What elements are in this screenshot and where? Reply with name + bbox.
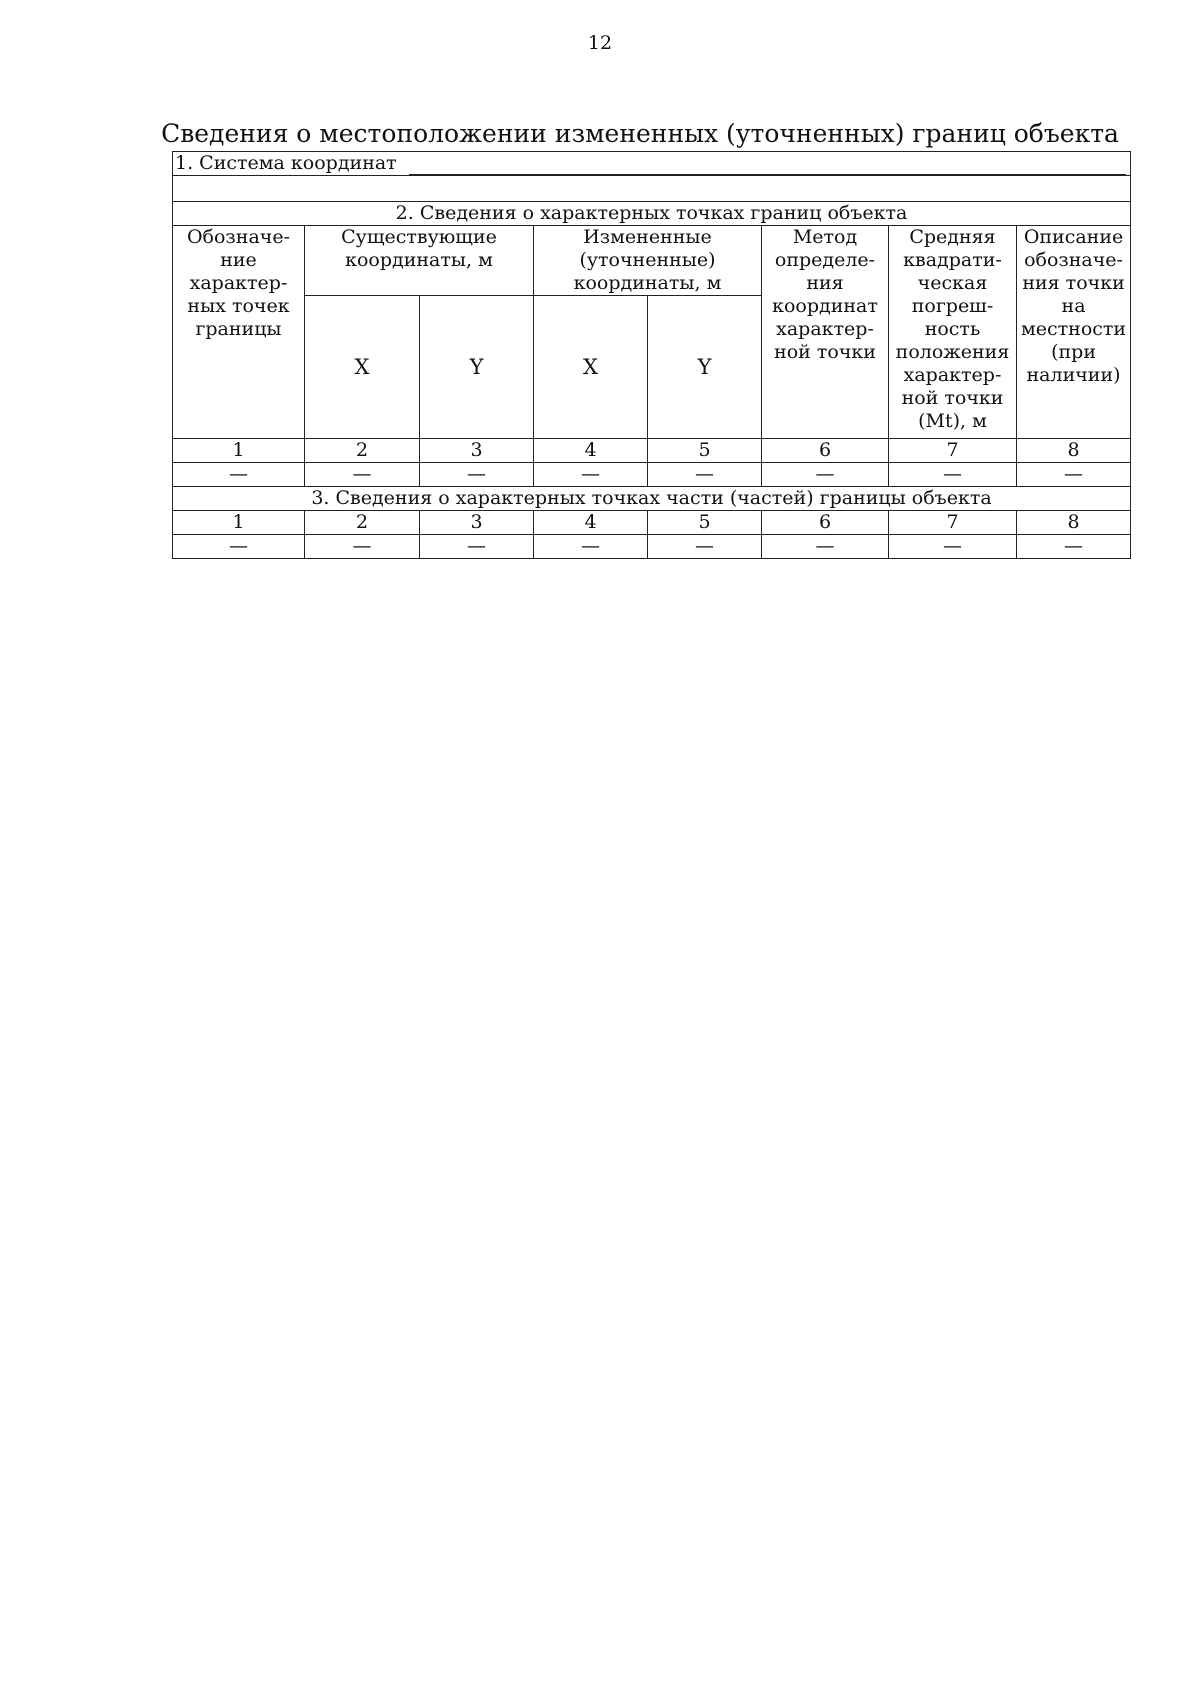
coord-system-row <box>173 152 1131 176</box>
empty-cell-dash: — <box>889 463 1017 487</box>
section2-empty-data-row <box>173 463 1131 487</box>
coord-system-label: 1. Система координат <box>175 152 397 174</box>
column-number: 3 <box>420 511 534 535</box>
header-changed-x: X <box>534 296 648 439</box>
empty-cell-dash: — <box>1017 535 1131 559</box>
empty-cell-dash: — <box>1017 463 1131 487</box>
column-number: 7 <box>889 511 1017 535</box>
column-number: 8 <box>1017 511 1131 535</box>
column-number: 2 <box>305 439 420 463</box>
column-number: 8 <box>1017 439 1131 463</box>
header-designation: Обозначе- ние характер- ных точек границы <box>173 226 305 439</box>
header-existing-coords: Существующие координаты, м <box>305 226 534 296</box>
header-changed-y: Y <box>648 296 762 439</box>
section2-heading-row <box>173 202 1131 226</box>
section3-heading-row <box>173 487 1131 511</box>
page-number: 12 <box>587 32 613 54</box>
column-number: 1 <box>173 511 305 535</box>
column-number: 1 <box>173 439 305 463</box>
section2-header-row-1 <box>173 226 1131 296</box>
column-number: 6 <box>762 439 889 463</box>
section3-column-numbers-row <box>173 511 1131 535</box>
header-description: Описание обозначе- ния точки на местности (при наличии) <box>1017 226 1131 439</box>
empty-cell-dash: — <box>420 535 534 559</box>
column-number: 7 <box>889 439 1017 463</box>
empty-cell-dash: — <box>420 463 534 487</box>
section3-empty-data-row <box>173 535 1131 559</box>
header-mean-error: Средняя квадрати- ческая погреш- ность положения характер- ной точки (Mt), м <box>889 226 1017 439</box>
column-number: 2 <box>305 511 420 535</box>
empty-cell-dash: — <box>648 463 762 487</box>
column-number: 6 <box>762 511 889 535</box>
column-number: 5 <box>648 511 762 535</box>
empty-cell-dash: — <box>534 463 648 487</box>
column-number: 4 <box>534 439 648 463</box>
empty-cell-dash: — <box>762 463 889 487</box>
boundary-points-table <box>172 151 1131 559</box>
document-title: Сведения о местоположении измененных (уточненных) границ объекта <box>161 119 1119 148</box>
empty-cell-dash: — <box>648 535 762 559</box>
header-changed-coords: Измененные (уточненные) координаты, м <box>534 226 762 296</box>
header-method: Метод определе- ния координат характер- ной точки <box>762 226 889 439</box>
empty-cell-dash: — <box>173 535 305 559</box>
column-number: 3 <box>420 439 534 463</box>
empty-cell-dash: — <box>534 535 648 559</box>
empty-cell-dash: — <box>305 463 420 487</box>
empty-cell-dash: — <box>305 535 420 559</box>
empty-cell-dash: — <box>762 535 889 559</box>
column-number: 5 <box>648 439 762 463</box>
header-existing-x: X <box>305 296 420 439</box>
section2-column-numbers-row <box>173 439 1131 463</box>
section2-label: 2. Сведения о характерных точках границ объекта <box>173 202 1131 226</box>
header-existing-y: Y <box>420 296 534 439</box>
column-number: 4 <box>534 511 648 535</box>
empty-cell-dash: — <box>889 535 1017 559</box>
coord-system-blank-row <box>173 176 1131 202</box>
section3-label: 3. Сведения о характерных точках части (частей) границы объекта <box>173 487 1131 511</box>
coord-system-fill-line <box>409 154 1126 175</box>
empty-cell-dash: — <box>173 463 305 487</box>
